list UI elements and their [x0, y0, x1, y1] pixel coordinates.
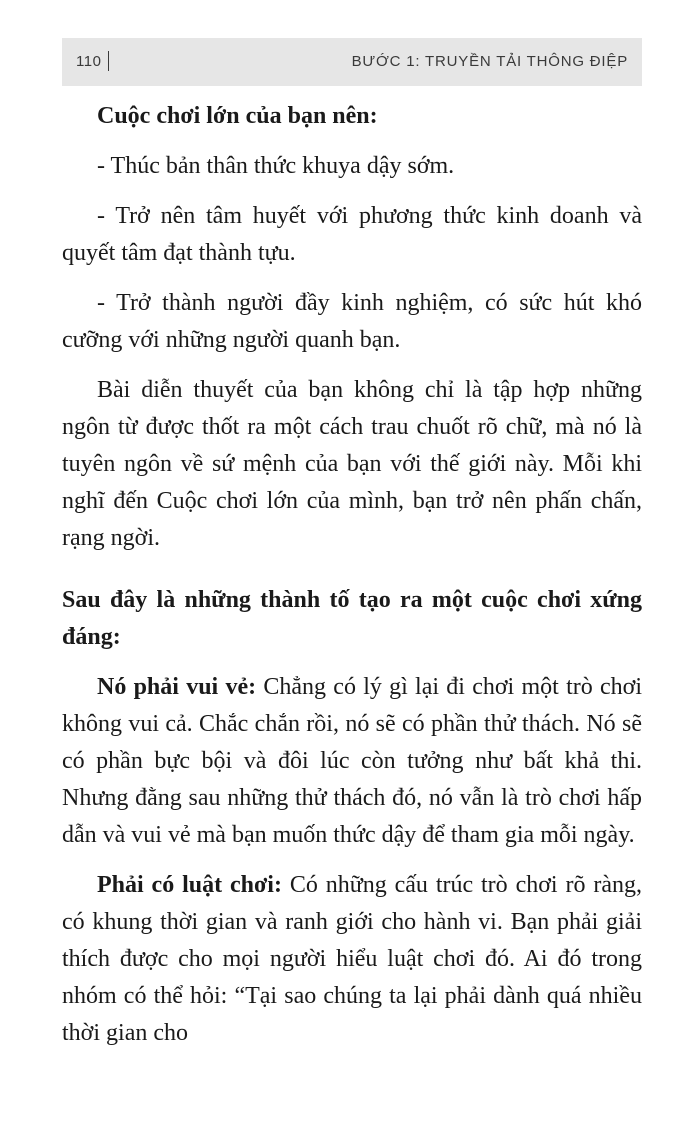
paragraph-speech: Bài diễn thuyết của bạn không chỉ là tập hợp những ngôn từ được thốt ra một cách trau chuốt rõ chữ, mà nó là tuyên ngôn về sứ mệnh của bạn với thế giới này. Mỗi khi nghĩ đến Cuộc chơi lớn của mình, bạn trở nên phấn chấn, rạng ngời.: [62, 377, 642, 551]
element-rules: [62, 867, 642, 1052]
element-fun-term: Nó phải vui vẻ:: [97, 674, 257, 700]
bullet-item-2: - Trở nên tâm huyết với phương thức kinh doanh và quyết tâm đạt thành tựu.: [62, 203, 642, 266]
heading-elements: Sau đây là những thành tố tạo ra một cuộc chơi xứng đáng:: [62, 587, 642, 650]
element-fun: [62, 669, 642, 854]
bullet-item-1: - Thúc bản thân thức khuya dậy sớm.: [97, 153, 455, 179]
page-body: [62, 96, 642, 1052]
element-rules-text: Có những cấu trúc trò chơi rõ ràng, có khung thời gian và ranh giới cho hành vi. Bạn phải giải thích được cho mọi người hiểu luật chơi đó. Ai đó trong nhóm có thể hỏi: “Tại sao chúng ta lại phải dành quá nhiều thời gian cho: [62, 872, 642, 1046]
element-rules-term: Phải có luật chơi:: [97, 872, 282, 898]
running-header: [62, 38, 642, 86]
header-divider: [108, 51, 109, 71]
element-fun-text: Chẳng có lý gì lại đi chơi một trò chơi không vui cả. Chắc chắn rồi, nó sẽ có phần thử thách. Nó sẽ có phần bực bội và đôi lúc còn tưởng như bất khả thi. Nhưng đằng sau những thử thách đó, nó vẫn là trò chơi hấp dẫn và vui vẻ mà bạn muốn thức dậy để tham gia mỗi ngày.: [62, 674, 642, 848]
chapter-title: BƯỚC 1: TRUYỀN TẢI THÔNG ĐIỆP: [351, 53, 628, 70]
heading-big-game: Cuộc chơi lớn của bạn nên:: [97, 103, 378, 129]
bullet-item-3: - Trở thành người đầy kinh nghiệm, có sức hút khó cưỡng với những người quanh bạn.: [62, 290, 642, 353]
page-number: 110: [76, 53, 102, 70]
